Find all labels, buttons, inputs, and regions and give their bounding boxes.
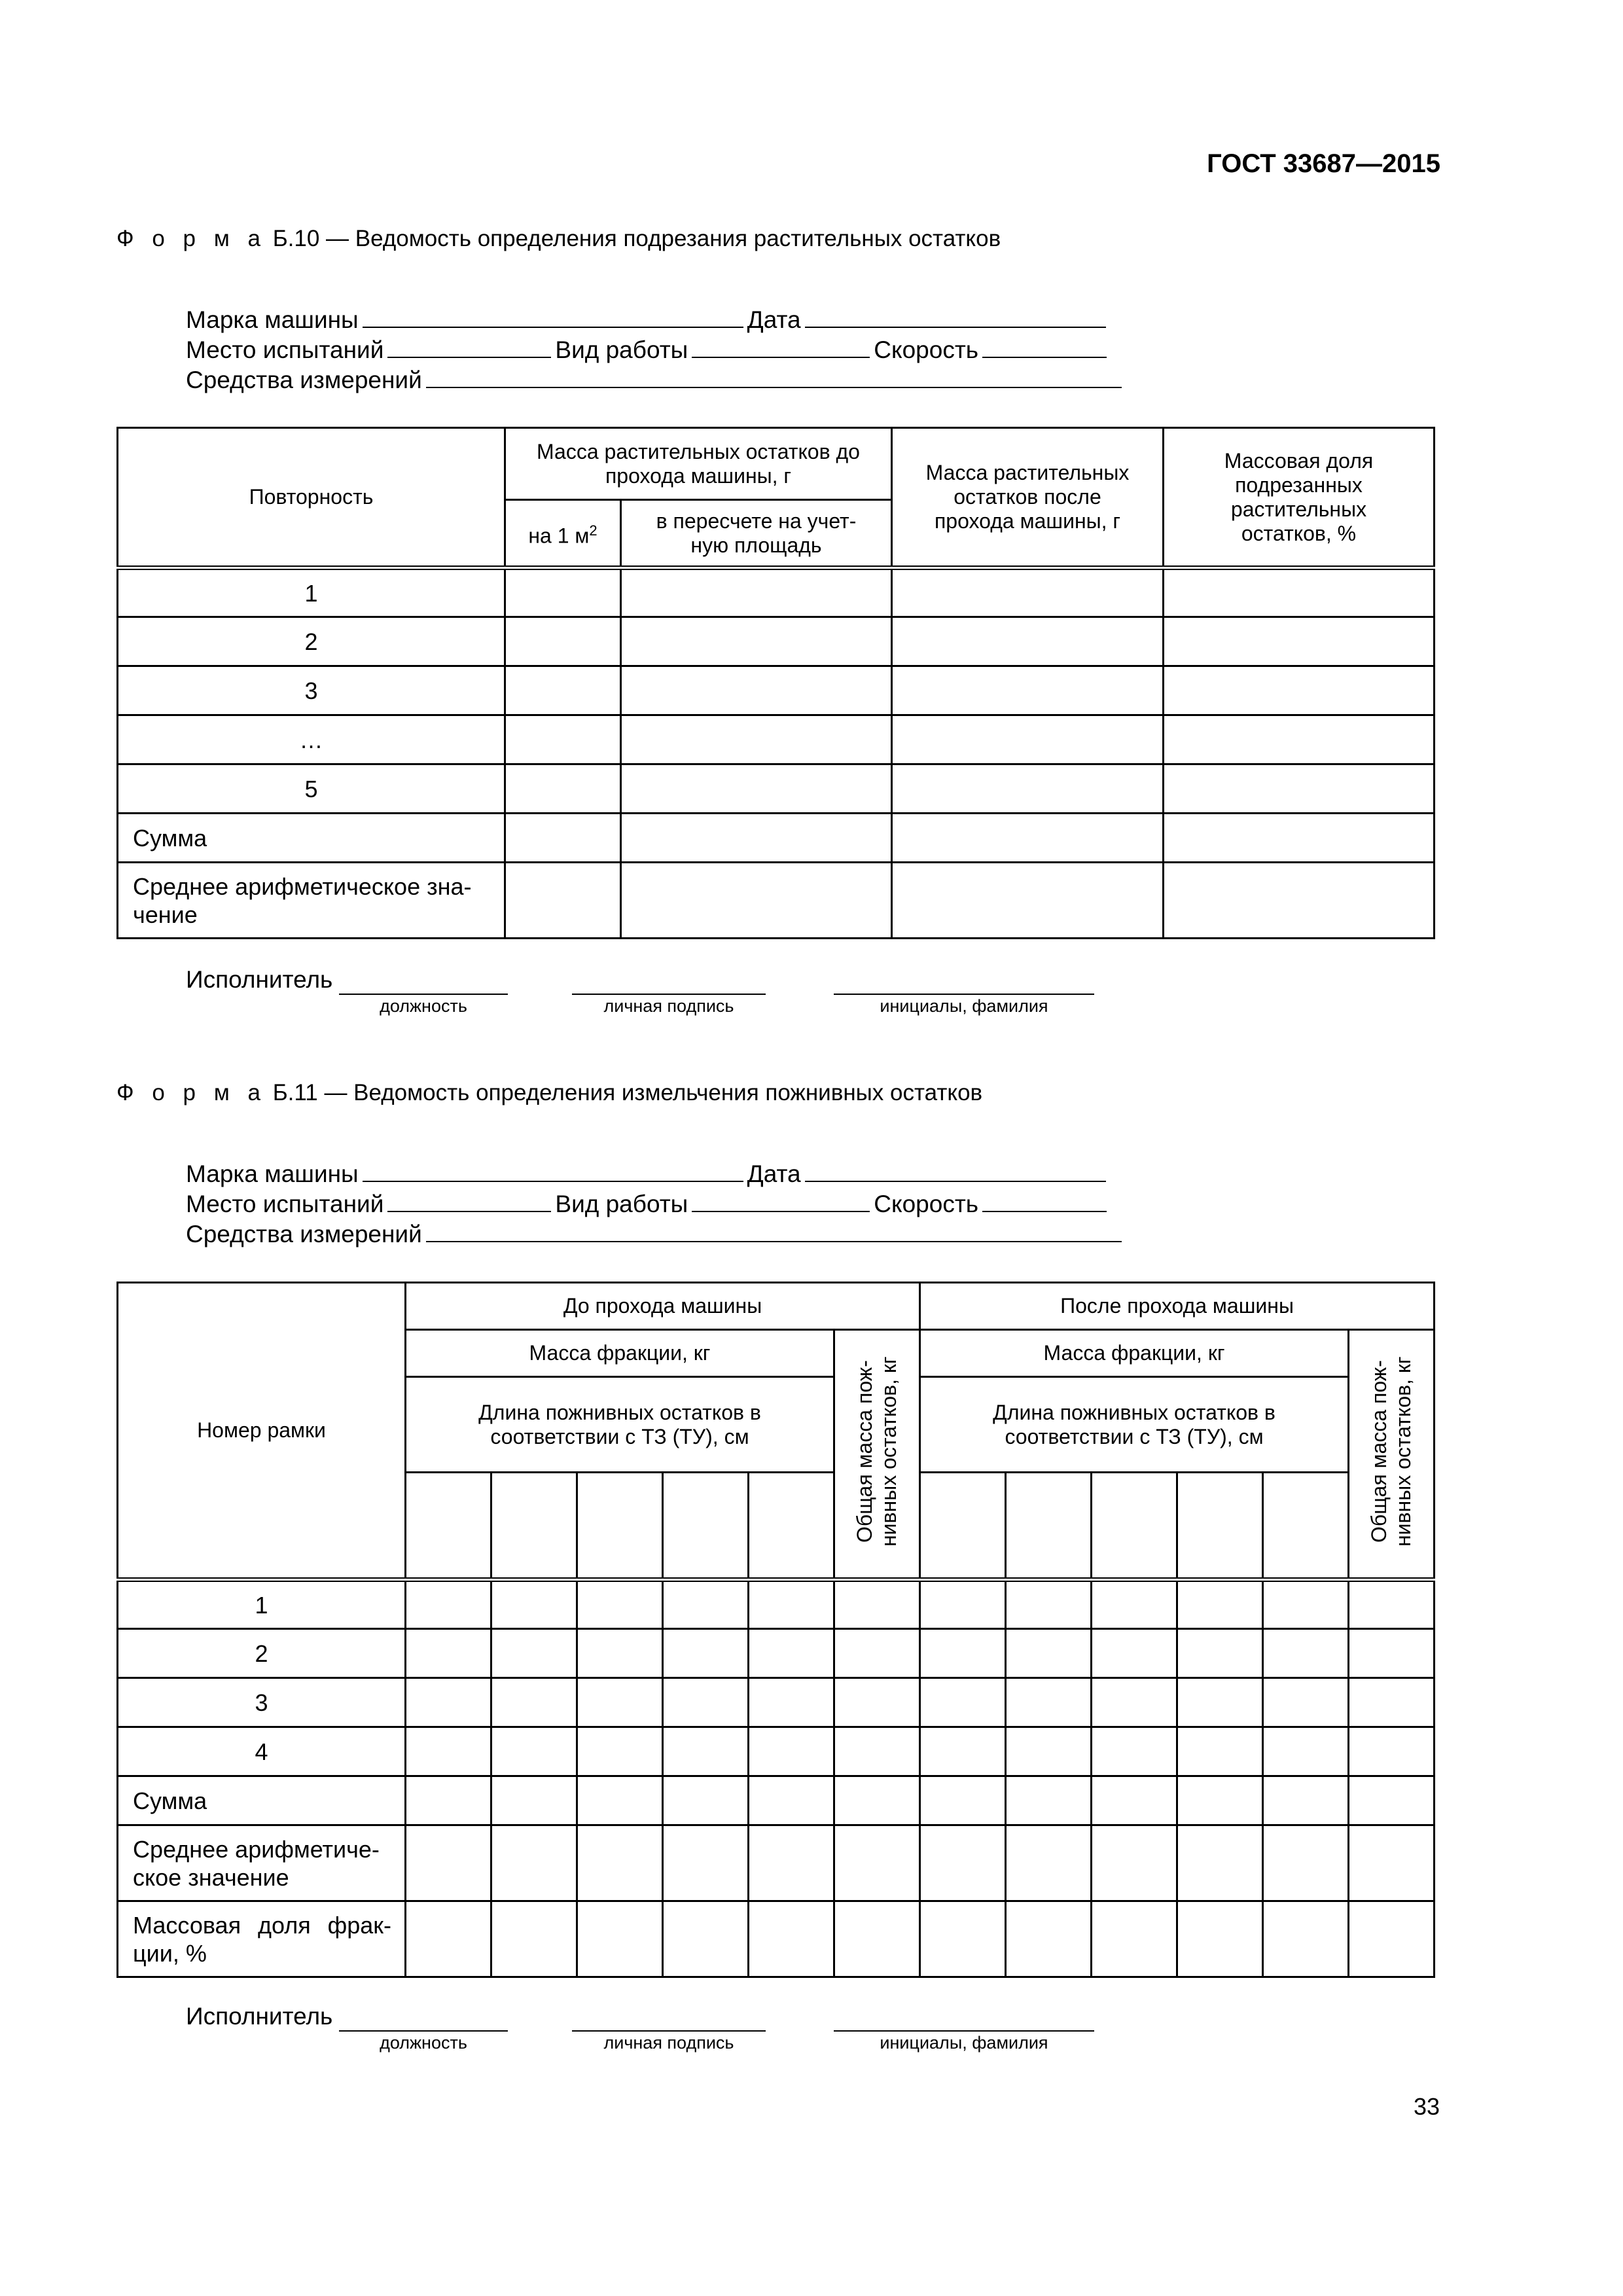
table-cell[interactable]	[1177, 1727, 1263, 1776]
row-share-label: Массовая доля фрак-ции, %	[118, 1901, 406, 1977]
table-cell[interactable]	[505, 666, 621, 715]
work-label: Вид работы	[555, 336, 688, 363]
position-caption: должность	[380, 2033, 467, 2053]
table-cell[interactable]	[1177, 1776, 1263, 1825]
table-cell[interactable]	[1263, 1727, 1349, 1776]
table-cell[interactable]	[491, 1727, 577, 1776]
date-label: Дата	[747, 306, 801, 333]
table-cell[interactable]	[491, 1776, 577, 1825]
length-class-cell[interactable]	[406, 1473, 491, 1580]
table-cell[interactable]	[920, 1727, 1006, 1776]
work-label: Вид работы	[555, 1191, 688, 1217]
form-b10-name-field[interactable]	[834, 994, 1094, 1016]
table-cell[interactable]	[1006, 1825, 1092, 1901]
row-label: …	[118, 715, 505, 764]
col-repeat-header: Повторность	[118, 428, 505, 568]
table-cell[interactable]	[920, 1901, 1006, 1977]
table-cell[interactable]	[749, 1629, 834, 1678]
form-b10-prefix: Ф о р м а	[116, 226, 266, 251]
speed-label: Скорость	[874, 1191, 979, 1217]
table-cell[interactable]	[577, 1580, 663, 1629]
table-cell[interactable]	[1092, 1776, 1177, 1825]
table-cell[interactable]	[749, 1901, 834, 1977]
table-cell[interactable]	[1092, 1901, 1177, 1977]
table-cell[interactable]	[621, 863, 892, 939]
form-b11-field-row-2	[186, 1187, 1111, 1217]
table-cell[interactable]	[406, 1629, 491, 1678]
table-cell[interactable]	[892, 814, 1164, 863]
form-b10-position-field[interactable]	[339, 994, 508, 1016]
length-class-cell[interactable]	[663, 1473, 749, 1580]
col-after-header: После прохода машины	[920, 1283, 1435, 1330]
table-cell[interactable]	[491, 1580, 577, 1629]
table-cell[interactable]	[621, 666, 892, 715]
row-label: 1	[118, 1580, 406, 1629]
table-cell[interactable]	[1263, 1580, 1349, 1629]
table-cell[interactable]	[663, 1825, 749, 1901]
table-cell[interactable]	[1349, 1580, 1435, 1629]
table-cell[interactable]	[1349, 1678, 1435, 1727]
table-cell[interactable]	[491, 1629, 577, 1678]
form-b10-executor-label: Исполнитель	[186, 966, 333, 993]
col-length-before: Длина пожнивных остатков в соответствии с ТЗ (ТУ), см	[406, 1377, 834, 1473]
table-cell[interactable]	[663, 1901, 749, 1977]
table-cell[interactable]	[1263, 1629, 1349, 1678]
speed-input-line[interactable]	[982, 1187, 1107, 1212]
form-b10-field-row-2	[186, 333, 1111, 363]
table-cell[interactable]	[621, 568, 892, 617]
table-cell[interactable]	[1349, 1776, 1435, 1825]
table-cell[interactable]	[1177, 1580, 1263, 1629]
instruments-input-line[interactable]	[426, 1217, 1122, 1242]
col-mass-before-header: Масса растительных остатков до прохода машины, г	[505, 428, 892, 500]
table-cell[interactable]	[621, 764, 892, 814]
place-input-line[interactable]	[387, 333, 551, 358]
table-cell[interactable]	[1164, 764, 1435, 814]
work-input-line[interactable]	[692, 1187, 870, 1212]
row-label: 2	[118, 1629, 406, 1678]
table-cell[interactable]	[892, 666, 1164, 715]
table-cell[interactable]	[1177, 1825, 1263, 1901]
table-cell[interactable]	[892, 715, 1164, 764]
col-total-before-text: Общая масса пож-нивных остатков, кг	[853, 1356, 901, 1547]
form-b10-field-row-3	[186, 363, 1126, 393]
row-sum-label: Сумма	[118, 814, 505, 863]
machine-input-line[interactable]	[363, 303, 743, 328]
table-cell[interactable]	[505, 863, 621, 939]
table-cell[interactable]	[621, 715, 892, 764]
machine-label: Марка машины	[186, 306, 359, 333]
table-cell[interactable]	[1349, 1901, 1435, 1977]
table-cell[interactable]	[1177, 1629, 1263, 1678]
form-b10-title	[116, 226, 1001, 252]
table-cell[interactable]	[1164, 814, 1435, 863]
date-label: Дата	[747, 1160, 801, 1187]
table-cell[interactable]	[749, 1678, 834, 1727]
table-cell[interactable]	[920, 1580, 1006, 1629]
speed-label: Скорость	[874, 336, 979, 363]
table-cell[interactable]	[834, 1776, 920, 1825]
length-class-cell[interactable]	[1177, 1473, 1263, 1580]
table-cell[interactable]	[920, 1678, 1006, 1727]
length-class-cell[interactable]	[1092, 1473, 1177, 1580]
table-cell[interactable]	[1349, 1825, 1435, 1901]
table-cell[interactable]	[505, 764, 621, 814]
length-class-cell[interactable]	[491, 1473, 577, 1580]
table-cell[interactable]	[406, 1825, 491, 1901]
form-b11-prefix: Ф о р м а	[116, 1080, 266, 1105]
date-input-line[interactable]	[805, 1157, 1106, 1182]
table-cell[interactable]	[749, 1825, 834, 1901]
table-cell[interactable]	[1006, 1727, 1092, 1776]
row-label: 5	[118, 764, 505, 814]
col-per-m2-header	[505, 500, 621, 568]
table-cell[interactable]	[892, 764, 1164, 814]
table-cell[interactable]	[920, 1629, 1006, 1678]
table-cell[interactable]	[1092, 1678, 1177, 1727]
row-mean-label: Среднее арифметиче-ское значение	[118, 1825, 406, 1901]
per-m2-text: на 1 м	[528, 524, 590, 548]
table-cell[interactable]	[834, 1825, 920, 1901]
machine-label: Марка машины	[186, 1160, 359, 1187]
table-cell[interactable]	[1263, 1901, 1349, 1977]
table-cell[interactable]	[406, 1580, 491, 1629]
table-cell[interactable]	[577, 1629, 663, 1678]
table-cell[interactable]	[1006, 1901, 1092, 1977]
col-before-header: До прохода машины	[406, 1283, 920, 1330]
table-cell[interactable]	[621, 617, 892, 666]
table-cell[interactable]	[663, 1776, 749, 1825]
col-total-before	[834, 1330, 920, 1580]
length-class-cell[interactable]	[749, 1473, 834, 1580]
form-b11-title	[116, 1080, 982, 1106]
row-mean-label: Среднее арифметическое зна-чение	[118, 863, 505, 939]
form-b11-executor-label: Исполнитель	[186, 2003, 333, 2030]
date-input-line[interactable]	[805, 303, 1106, 328]
document-standard-number: ГОСТ 33687—2015	[1207, 149, 1440, 178]
table-cell[interactable]	[749, 1776, 834, 1825]
name-caption: инициалы, фамилия	[880, 996, 1048, 1016]
form-b11-field-row-3	[186, 1217, 1126, 1247]
place-label: Место испытаний	[186, 336, 384, 363]
length-class-cell[interactable]	[577, 1473, 663, 1580]
table-cell[interactable]	[834, 1901, 920, 1977]
table-cell[interactable]	[1263, 1776, 1349, 1825]
table-cell[interactable]	[892, 617, 1164, 666]
table-cell[interactable]	[577, 1825, 663, 1901]
col-total-after	[1349, 1330, 1435, 1580]
table-cell[interactable]	[505, 715, 621, 764]
table-cell[interactable]	[1177, 1901, 1263, 1977]
table-cell[interactable]	[1164, 666, 1435, 715]
table-cell[interactable]	[1164, 863, 1435, 939]
position-caption: должность	[380, 996, 467, 1016]
per-m2-superscript: 2	[589, 522, 597, 539]
table-cell[interactable]	[663, 1629, 749, 1678]
table-cell[interactable]	[1263, 1825, 1349, 1901]
length-class-cell[interactable]	[920, 1473, 1006, 1580]
speed-input-line[interactable]	[982, 333, 1107, 358]
machine-input-line[interactable]	[363, 1157, 743, 1182]
table-cell[interactable]	[834, 1580, 920, 1629]
table-cell[interactable]	[1006, 1629, 1092, 1678]
table-cell[interactable]	[406, 1776, 491, 1825]
work-input-line[interactable]	[692, 333, 870, 358]
instruments-label: Средства измерений	[186, 1221, 422, 1247]
row-label: 4	[118, 1727, 406, 1776]
page-number: 33	[1413, 2093, 1440, 2120]
table-cell[interactable]	[1349, 1727, 1435, 1776]
instruments-label: Средства измерений	[186, 367, 422, 393]
table-cell[interactable]	[749, 1727, 834, 1776]
row-sum-label: Сумма	[118, 1776, 406, 1825]
table-cell[interactable]	[1092, 1580, 1177, 1629]
form-b10-table	[116, 427, 1435, 939]
table-cell[interactable]	[663, 1580, 749, 1629]
row-label: 2	[118, 617, 505, 666]
table-cell[interactable]	[491, 1678, 577, 1727]
table-cell[interactable]	[663, 1678, 749, 1727]
col-fraction-mass-before: Масса фракции, кг	[406, 1330, 834, 1377]
table-cell[interactable]	[892, 568, 1164, 617]
row-label: 1	[118, 568, 505, 617]
table-cell[interactable]	[406, 1678, 491, 1727]
length-class-cell[interactable]	[1263, 1473, 1349, 1580]
form-b11-title-text: Б.11 — Ведомость определения измельчения пожнивных остатков	[272, 1080, 983, 1105]
table-cell[interactable]	[1092, 1727, 1177, 1776]
table-cell[interactable]	[621, 814, 892, 863]
col-fraction-mass-after: Масса фракции, кг	[920, 1330, 1349, 1377]
row-label: 3	[118, 1678, 406, 1727]
table-cell[interactable]	[834, 1629, 920, 1678]
table-cell[interactable]	[834, 1678, 920, 1727]
table-cell[interactable]	[834, 1727, 920, 1776]
table-cell[interactable]	[505, 814, 621, 863]
table-cell[interactable]	[491, 1901, 577, 1977]
table-cell[interactable]	[577, 1727, 663, 1776]
col-frame-header: Номер рамки	[118, 1283, 406, 1580]
row-label: 3	[118, 666, 505, 715]
table-cell[interactable]	[1006, 1776, 1092, 1825]
table-cell[interactable]	[1164, 715, 1435, 764]
form-b10-field-row-1	[186, 303, 1110, 333]
table-cell[interactable]	[1177, 1678, 1263, 1727]
sign-caption: личная подпись	[603, 996, 734, 1016]
form-b10-sign-field[interactable]	[572, 994, 766, 1016]
table-cell[interactable]	[406, 1727, 491, 1776]
table-cell[interactable]	[663, 1727, 749, 1776]
table-cell[interactable]	[577, 1776, 663, 1825]
form-b11-field-row-1	[186, 1157, 1110, 1187]
table-cell[interactable]	[491, 1825, 577, 1901]
place-input-line[interactable]	[387, 1187, 551, 1212]
table-cell[interactable]	[1092, 1825, 1177, 1901]
table-cell[interactable]	[505, 617, 621, 666]
table-cell[interactable]	[1006, 1678, 1092, 1727]
col-share-header: Массовая доля подрезанных растительных остатков, %	[1164, 428, 1435, 568]
form-b11-sign-field[interactable]	[572, 2030, 766, 2053]
table-cell[interactable]	[1164, 617, 1435, 666]
form-b11-name-field[interactable]	[834, 2030, 1094, 2053]
col-length-after: Длина пожнивных остатков в соответствии с ТЗ (ТУ), см	[920, 1377, 1349, 1473]
table-cell[interactable]	[1006, 1580, 1092, 1629]
col-total-after-text: Общая масса пож-нивных остатков, кг	[1367, 1356, 1416, 1547]
place-label: Место испытаний	[186, 1191, 384, 1217]
form-b11-position-field[interactable]	[339, 2030, 508, 2053]
table-cell[interactable]	[1092, 1629, 1177, 1678]
table-cell[interactable]	[892, 863, 1164, 939]
table-cell[interactable]	[577, 1678, 663, 1727]
table-cell[interactable]	[1349, 1629, 1435, 1678]
col-mass-after-header: Масса растительных остатков после прохода машины, г	[892, 428, 1164, 568]
table-cell[interactable]	[749, 1580, 834, 1629]
table-cell[interactable]	[920, 1776, 1006, 1825]
form-b11-table	[116, 1282, 1435, 1978]
table-cell[interactable]	[406, 1901, 491, 1977]
table-cell[interactable]	[920, 1825, 1006, 1901]
table-cell[interactable]	[577, 1901, 663, 1977]
length-class-cell[interactable]	[1006, 1473, 1092, 1580]
col-per-area-header: в пересчете на учет-ную площадь	[621, 500, 892, 568]
table-cell[interactable]	[505, 568, 621, 617]
sign-caption: личная подпись	[603, 2033, 734, 2053]
name-caption: инициалы, фамилия	[880, 2033, 1048, 2053]
table-cell[interactable]	[1263, 1678, 1349, 1727]
form-b10-title-text: Б.10 — Ведомость определения подрезания растительных остатков	[272, 226, 1001, 251]
table-cell[interactable]	[1164, 568, 1435, 617]
instruments-input-line[interactable]	[426, 363, 1122, 388]
